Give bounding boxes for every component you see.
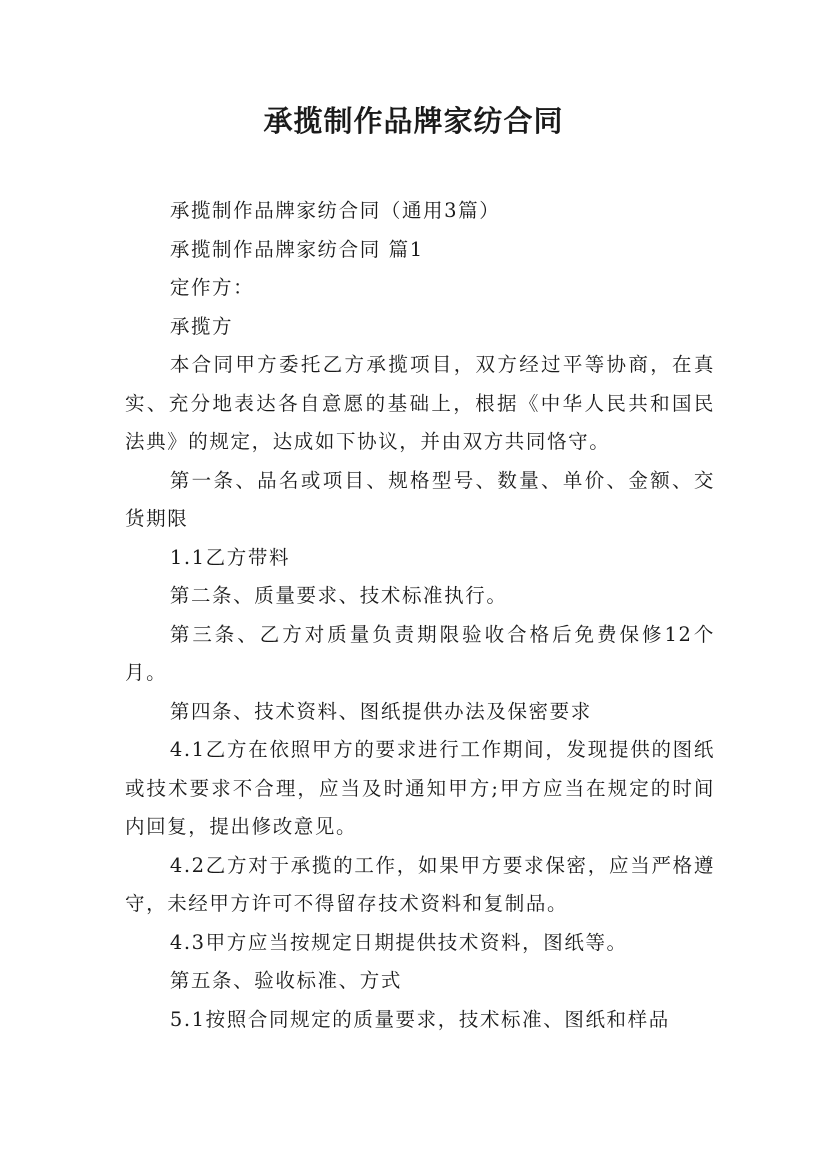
paragraph-9: 第三条、乙方对质量负责期限验收合格后免费保修12个月。: [125, 622, 715, 684]
paragraph-8: 第二条、质量要求、技术标准执行。: [169, 584, 508, 607]
paragraph-15: 5.1按照合同规定的质量要求，技术标准、图纸和样品: [169, 1007, 670, 1031]
document-title: 承揽制作品牌家纺合同: [263, 104, 564, 138]
paragraph-12: 4.2乙方对于承揽的工作，如果甲方要求保密，应当严格遵守，未经甲方许可不得留存技术资料和复制品。: [125, 853, 715, 915]
paragraph-5: 本合同甲方委托乙方承揽项目，双方经过平等协商，在真实、充分地表达各自意愿的基础上，根据《中华人民共和国民法典》的规定，达成如下协议，并由双方共同恪守。: [125, 353, 715, 453]
paragraph-11: 4.1乙方在依照甲方的要求进行工作期间，发现提供的图纸或技术要求不合理，应当及时通知甲方;甲方应当在规定的时间内回复，提出修改意见。: [125, 738, 715, 838]
paragraph-3: 定作方：: [169, 276, 255, 299]
paragraph-10: 第四条、技术资料、图纸提供办法及保密要求: [169, 699, 592, 723]
paragraph-6: 第一条、品名或项目、规格型号、数量、单价、金额、交货期限: [125, 468, 715, 530]
paragraph-1: 承揽制作品牌家纺合同（通用3篇）: [169, 199, 501, 222]
paragraph-13: 4.3甲方应当按规定日期提供技术资料，图纸等。: [169, 930, 628, 954]
paragraph-4: 承揽方: [169, 314, 234, 338]
paragraph-7: 1.1乙方带料: [169, 545, 291, 569]
document-body: [125, 192, 715, 1039]
paragraph-14: 第五条、验收标准、方式: [169, 969, 402, 992]
paragraph-2: 承揽制作品牌家纺合同 篇1: [169, 237, 424, 261]
